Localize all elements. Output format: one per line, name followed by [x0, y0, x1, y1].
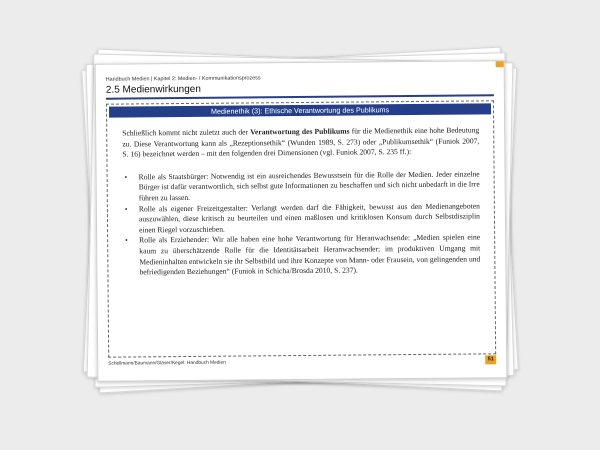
- bullet-icon: •: [125, 235, 128, 245]
- bullet-text: Rolle als Erziehender: Wir alle haben eine hohe Verantwortung für Heranwachsende: „Medien spielen eine kaum zu überschätzende Rolle für die Identitätsarbeit Heranwachsender; im produktiven Umgang mit Medieninhalten entwickeln sie ihr Selbstbild und ihre Konzepte von Mann- oder Frausein, von gelingenden und befriedigenden Beziehungen“ (Funiok in Schicha/Brosda 2010, S. 237).: [139, 232, 481, 277]
- intro-emphasis: Verantwortung des Publikums: [250, 126, 350, 137]
- page-number-badge: 51: [485, 355, 496, 364]
- bullet-text: Rolle als Staatsbürger: Notwendig ist ein ausreichendes Bewusstsein für die Rolle der Medien. Jeder einzelne Bürger ist dafür verantwortlich, sich selbst gute Informationen zu beschaffen und sich nicht unbedarft in die Irre führen zu lassen.: [138, 169, 480, 203]
- intro-text-end: für die Medienethik eine hohe Bedeutung zu. Diese Verantwortung kann als „Rezeptionsethik“ (Wunden 1989, S. 273) oder „Publikumsethik“ (Funiok 2007, S. 16) bezeichnet werden – mit den folgenden drei Dimensionen (vgl. Funiok 2007, S. 235 ff.):: [122, 125, 480, 159]
- footer-source: Schellmann/Baumann/Gläser/Kegel: Handbuch Medien: [108, 360, 226, 367]
- breadcrumb: Handbuch Medien | Kapitel 2: Medien- / Kommunikationsprozess: [105, 75, 261, 83]
- bullet-item: [123, 233, 480, 278]
- bullet-text: Rolle als eigener Freizeitgestalter: Verlangt werden darf die Fähigkeit, bewusst aus den Medienangeboten auszuwählen, diese kritisch zu beurteilen und einen maßlosen und kritiklosen Konsum durch Selbstdisziplin einen Riegel vorzuschieben.: [138, 201, 481, 235]
- bullet-icon: •: [124, 204, 128, 214]
- body-text: [122, 125, 480, 278]
- slide-page: [95, 60, 508, 382]
- bullet-item: [123, 201, 480, 236]
- section-banner: Medienethik (3): Ethische Verantwortung des Publikums: [109, 103, 491, 117]
- bullet-list: [123, 169, 481, 278]
- bullet-icon: •: [124, 172, 128, 182]
- intro-paragraph: [122, 125, 479, 160]
- intro-text-start: Schließlich kommt nicht zuletzt auch der: [122, 127, 251, 138]
- bullet-item: [123, 169, 480, 204]
- content-box: [106, 100, 496, 357]
- corner-accent: [496, 61, 504, 67]
- chapter-title: 2.5 Medienwirkungen: [105, 83, 201, 96]
